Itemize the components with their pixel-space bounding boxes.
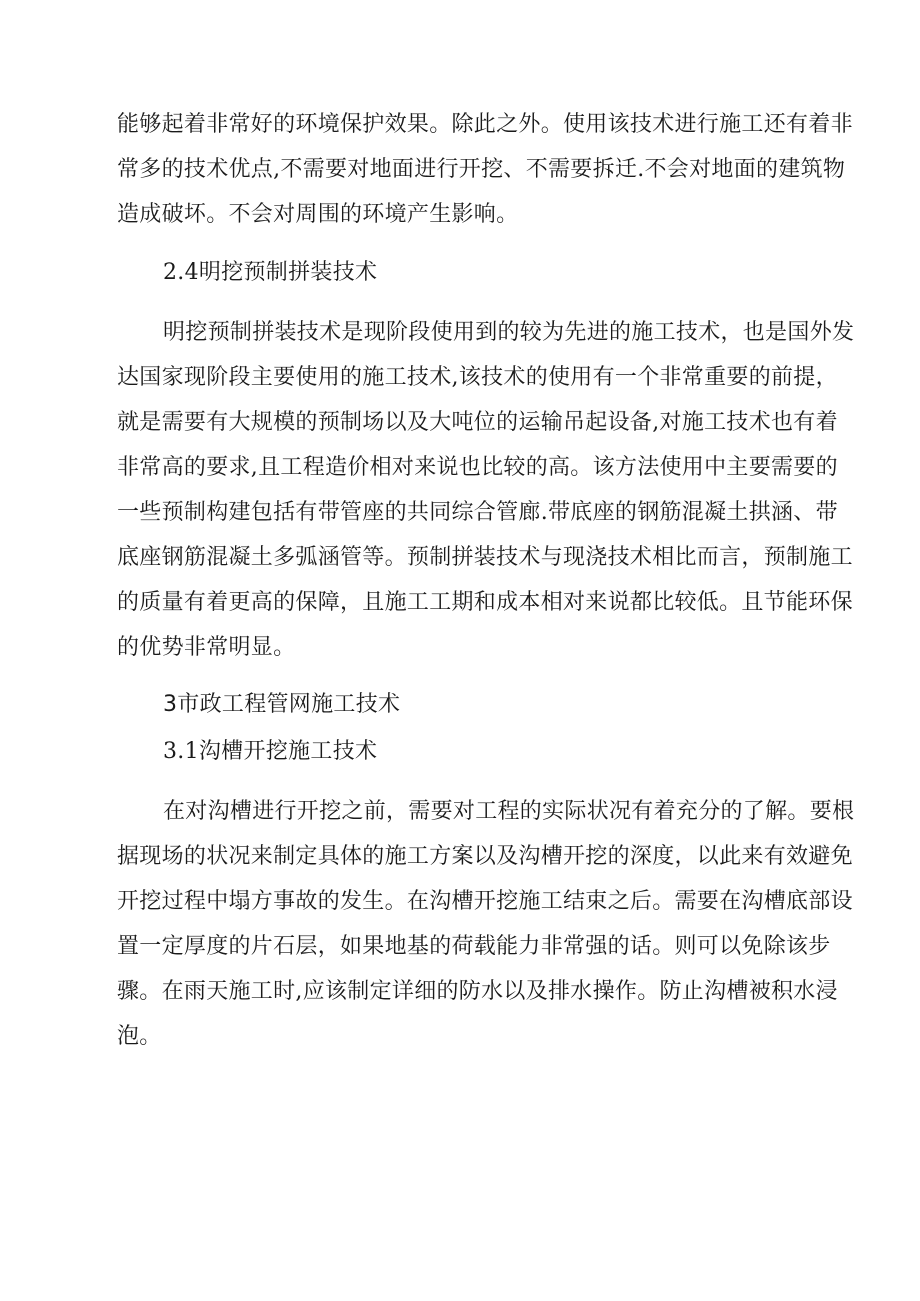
paragraph-line: 非常高的要求,且工程造价相对来说也比较的高。该方法使用中主要需要的 (117, 455, 838, 480)
paragraph-line: 明挖预制拼装技术是现阶段使用到的较为先进的施工技术，也是国外发 (163, 320, 855, 345)
paragraph-line: 底座钢筋混凝土多弧涵管等。预制拼装技术与现浇技术相比而言，预制施工 (117, 545, 853, 570)
paragraph-line: 置一定厚度的片石层，如果地基的荷载能力非常强的话。则可以免除该步 (117, 934, 831, 959)
paragraph-line: 常多的技术优点,不需要对地面进行开挖、不需要拆迁.不会对地面的建筑物 (117, 157, 846, 182)
paragraph-line: 泡。 (117, 1024, 162, 1049)
paragraph-line: 能够起着非常好的环境保护效果。除此之外。使用该技术进行施工还有着非 (117, 112, 853, 137)
paragraph-line: 在对沟槽进行开挖之前，需要对工程的实际状况有着充分的了解。要根 (163, 799, 855, 824)
paragraph-line: 的优势非常明显。 (117, 635, 296, 660)
section-heading-2-4: 2.4明挖预制拼装技术 (163, 260, 378, 285)
paragraph-line: 造成破坏。不会对周围的环境产生影响。 (117, 202, 519, 227)
section-heading-3: 3市政工程管网施工技术 (163, 692, 401, 717)
paragraph-line: 就是需要有大规模的预制场以及大吨位的运输吊起设备,对施工技术也有着 (117, 410, 838, 435)
paragraph-line: 骤。在雨天施工时,应该制定详细的防水以及排水操作。防止沟槽被积水浸 (117, 979, 838, 1004)
paragraph-line: 达国家现阶段主要使用的施工技术,该技术的使用有一个非常重要的前提， (117, 365, 838, 390)
paragraph-line: 据现场的状况来制定具体的施工方案以及沟槽开挖的深度，以此来有效避免 (117, 844, 853, 869)
paragraph-line: 的质量有着更高的保障，且施工工期和成本相对来说都比较低。且节能环保 (117, 590, 853, 615)
paragraph-line: 一些预制构建包括有带管座的共同综合管廊.带底座的钢筋混凝土拱涵、带 (117, 500, 838, 525)
paragraph-line: 开挖过程中塌方事故的发生。在沟槽开挖施工结束之后。需要在沟槽底部设 (117, 889, 853, 914)
section-heading-3-1: 3.1沟槽开挖施工技术 (163, 739, 378, 764)
